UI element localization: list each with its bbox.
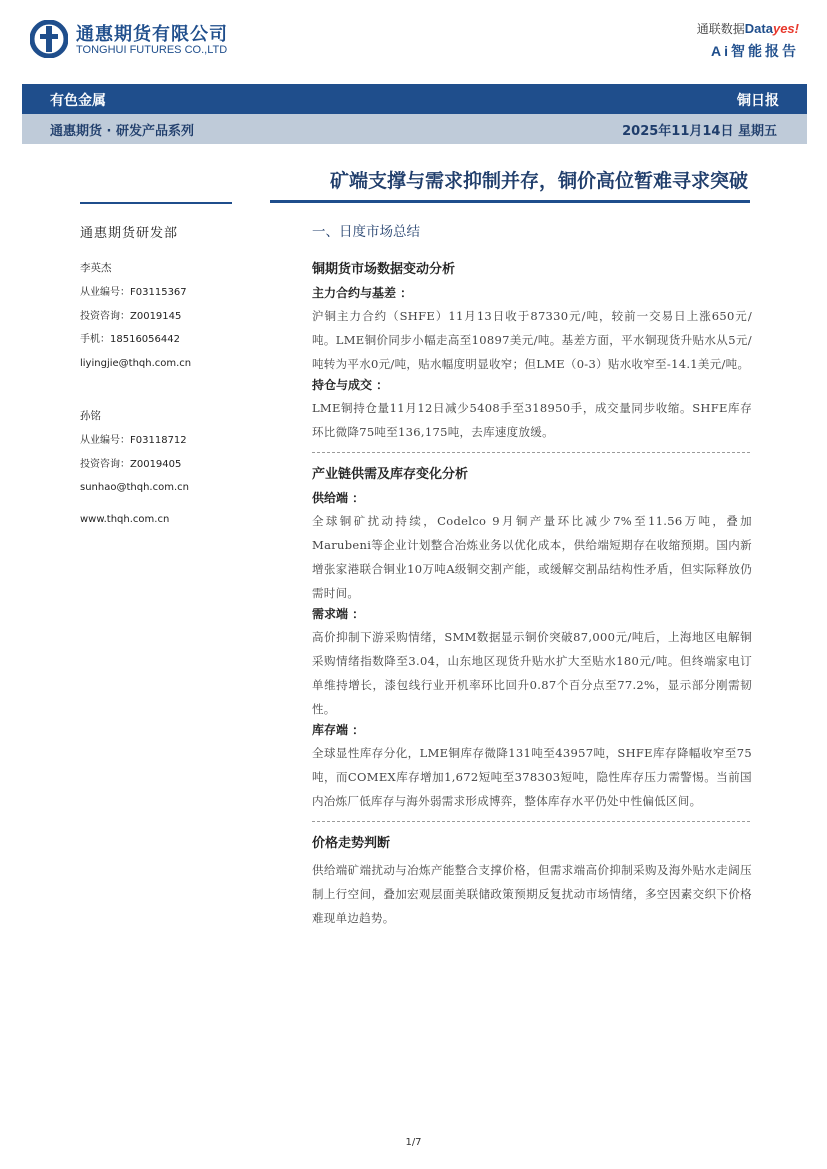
analyst-email[interactable]: liyingjie@thqh.com.cn — [80, 357, 192, 369]
dashed-divider — [312, 821, 750, 822]
brand-report: 智能报告 — [731, 44, 799, 60]
para-position-volume: LME铜持仓量11月12日减少5408手至318950手，成交量同步收缩。SHFE库存环比微降75吨至136,175吨，去库速度放缓。 — [312, 401, 752, 439]
analyst-name: 李英杰 — [80, 262, 112, 274]
series-bar — [22, 114, 807, 144]
analyst-consult-id: 投资咨询：Z0019145 — [80, 310, 182, 322]
sector-bar — [22, 84, 807, 114]
report-body — [312, 222, 752, 930]
block-heading-market: 铜期货市场数据变动分析 — [312, 262, 456, 277]
report-date: 2025年11月14日 星期五 — [622, 124, 777, 139]
analyst-name: 孙铭 — [80, 410, 101, 422]
label-demand: 需求端 ： — [312, 607, 365, 621]
datayes-brand — [679, 20, 799, 60]
company-name-en: TONGHUI FUTURES CO.,LTD — [76, 44, 228, 56]
brand-data: Data — [744, 21, 773, 36]
brand-yes: yes! — [772, 21, 799, 36]
section-heading: 一、日度市场总结 — [312, 224, 420, 240]
analyst-phone: 手机：18516056442 — [80, 334, 180, 345]
company-name-cn: 通惠期货有限公司 — [76, 24, 228, 45]
analyst-card — [80, 259, 250, 377]
analyst-card — [80, 407, 250, 502]
block-heading-supply-demand: 产业链供需及库存变化分析 — [312, 467, 469, 482]
page-number: 1/7 — [405, 1137, 422, 1148]
para-price: 供给端矿端扰动与冶炼产能整合支撑价格，但需求端高价抑制采购及海外贴水走阔压制上行空间，叠加宏观层面美联储政策预期反复扰动市场情绪，多空因素交织下价格难现单边趋势。 — [312, 863, 752, 925]
para-supply: 全球铜矿扰动持续，Codelco 9月铜产量环比减少7%至11.56万吨，叠加Marubeni等企业计划整合冶炼业务以优化成本，供给端短期存在收缩预期。国内新增张家港联合铜业10万吨A级铜交割产能，或缓解交割品结构性矛盾，但实际释放仍需时间。 — [312, 514, 752, 600]
analyst-consult-id: 投资咨询：Z0019405 — [80, 458, 182, 470]
para-contract-basis: 沪铜主力合约（SHFE）11月13日收于87330元/吨，较前一交易日上涨650元/吨。LME铜价同步小幅走高至10897美元/吨。基差方面，平水铜现货升贴水从5元/吨转为平水0元/吨，贴水幅度明显收窄；但LME（0-3）贴水收窄至-14.1美元/吨。 — [312, 309, 752, 371]
analyst-license: 从业编号：F03118712 — [80, 435, 187, 446]
analyst-email[interactable]: sunhao@thqh.com.cn — [80, 482, 189, 493]
brand-prefix: 通联数据 — [696, 22, 745, 36]
sidebar-divider — [80, 202, 232, 204]
company-logo-icon — [30, 20, 68, 58]
title-divider — [270, 200, 750, 203]
website-link[interactable]: www.thqh.com.cn — [80, 513, 170, 525]
department-name: 通惠期货研发部 — [80, 226, 179, 241]
label-position-volume: 持仓与成交 ： — [312, 378, 389, 392]
brand-top-line — [679, 20, 799, 37]
company-logo — [30, 18, 230, 60]
series-label: 通惠期货 · 研发产品系列 — [50, 124, 194, 139]
sector-label: 有色金属 — [50, 93, 106, 109]
label-contract-basis: 主力合约与基差 ： — [312, 286, 413, 300]
label-inventory: 库存端 ： — [312, 723, 365, 737]
analyst-sidebar — [80, 222, 250, 525]
dashed-divider — [312, 452, 750, 453]
label-supply: 供给端 ： — [312, 491, 365, 505]
para-demand: 高价抑制下游采购情绪，SMM数据显示铜价突破87,000元/吨后，上海地区电解铜采购情绪指数降至3.04，山东地区现货升贴水扩大至贴水180元/吨。但终端家电订单维持增长，漆包线行业开机率环比回升0.87个百分点至77.2%，显示部分刚需韧性。 — [312, 630, 752, 716]
block-heading-price: 价格走势判断 — [312, 836, 391, 851]
report-type: 铜日报 — [737, 93, 779, 109]
report-title: 矿端支撑与需求抑制并存，铜价高位暂难寻求突破 — [329, 170, 748, 192]
brand-bottom-line — [679, 41, 799, 61]
brand-ai: Ai — [711, 43, 731, 59]
para-inventory: 全球显性库存分化，LME铜库存微降131吨至43957吨，SHFE库存降幅收窄至75吨，而COMEX库存增加1,672短吨至378303短吨，隐性库存压力需警惕。当前国内冶炼厂低库存与海外弱需求形成博弈，整体库存水平仍处中性偏低区间。 — [312, 746, 752, 808]
analyst-license: 从业编号：F03115367 — [80, 287, 187, 298]
